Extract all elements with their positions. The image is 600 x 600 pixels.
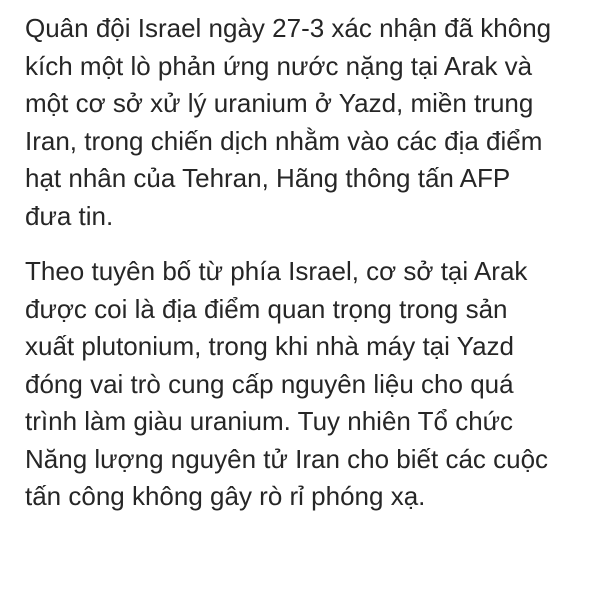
paragraph-line: xuất plutonium, trong khi nhà máy tại Yazd	[25, 331, 514, 361]
paragraph-line: đưa tin.	[25, 200, 114, 231]
paragraph-line: đóng vai trò cung cấp nguyên liệu cho quá	[25, 368, 514, 399]
paragraph-line: kích một lò phản ứng nước nặng tại Arak và	[25, 50, 533, 81]
paragraph-line: Quân đội Israel ngày 27-3 xác nhận đã không	[25, 13, 552, 43]
paragraph-line: một cơ sở xử lý uranium ở Yazd, miền trung	[25, 88, 534, 118]
paragraph-line: tấn công không gây rò rỉ phóng xạ.	[25, 481, 426, 511]
paragraph-line: hạt nhân của Tehran, Hãng thông tấn AFP	[25, 163, 511, 193]
paragraph-line: trình làm giàu uranium. Tuy nhiên Tổ chức	[25, 406, 514, 436]
paragraph-1	[25, 10, 551, 235]
paragraph-line: Iran, trong chiến dịch nhằm vào các địa điểm	[25, 125, 543, 156]
paragraph-line: Theo tuyên bố từ phía Israel, cơ sở tại Arak	[25, 256, 528, 286]
paragraph-2	[25, 253, 548, 516]
paragraph-line: Năng lượng nguyên tử Iran cho biết các cuộc	[25, 443, 549, 474]
paragraph-line: được coi là địa điểm quan trọng trong sản	[25, 293, 508, 324]
